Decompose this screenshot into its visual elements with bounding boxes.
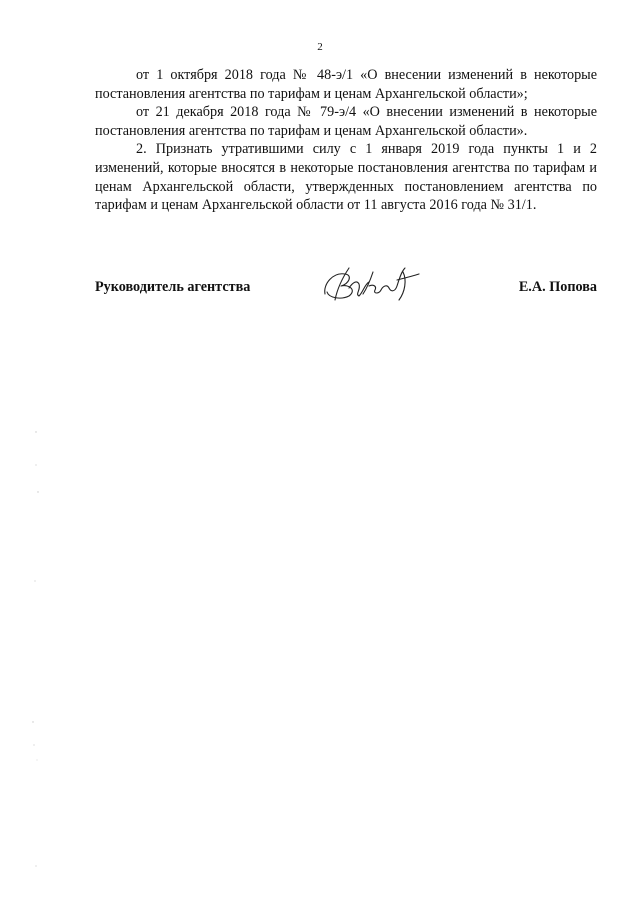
signer-name: Е.А. Попова bbox=[518, 279, 597, 295]
scan-margin-marks bbox=[0, 0, 60, 905]
paragraph-amendment-79: от 21 декабря 2018 года № 79-э/4 «О внесении изменений в некоторые постановления агентства по тарифам и ценам Архангельской области». bbox=[95, 104, 597, 139]
page-number: 2 bbox=[317, 41, 323, 53]
signer-title: Руководитель агентства bbox=[95, 279, 251, 295]
signature-block bbox=[95, 262, 597, 310]
handwritten-signature bbox=[319, 262, 423, 304]
document-body bbox=[95, 66, 597, 215]
paragraph-amendment-48: от 1 октября 2018 года № 48-э/1 «О внесении изменений в некоторые постановления агентства по тарифам и ценам Архангельской области»; bbox=[95, 67, 597, 102]
paragraph-repeal-clause: 2. Признать утратившими силу с 1 января 2019 года пункты 1 и 2 изменений, которые вносятся в некоторые постановления агентства по тарифам и ценам Архангельской области, утвержденных постановлением агентства по тарифам и ценам Архангельской области от 11 августа 2016 года № 31/1. bbox=[95, 141, 597, 214]
